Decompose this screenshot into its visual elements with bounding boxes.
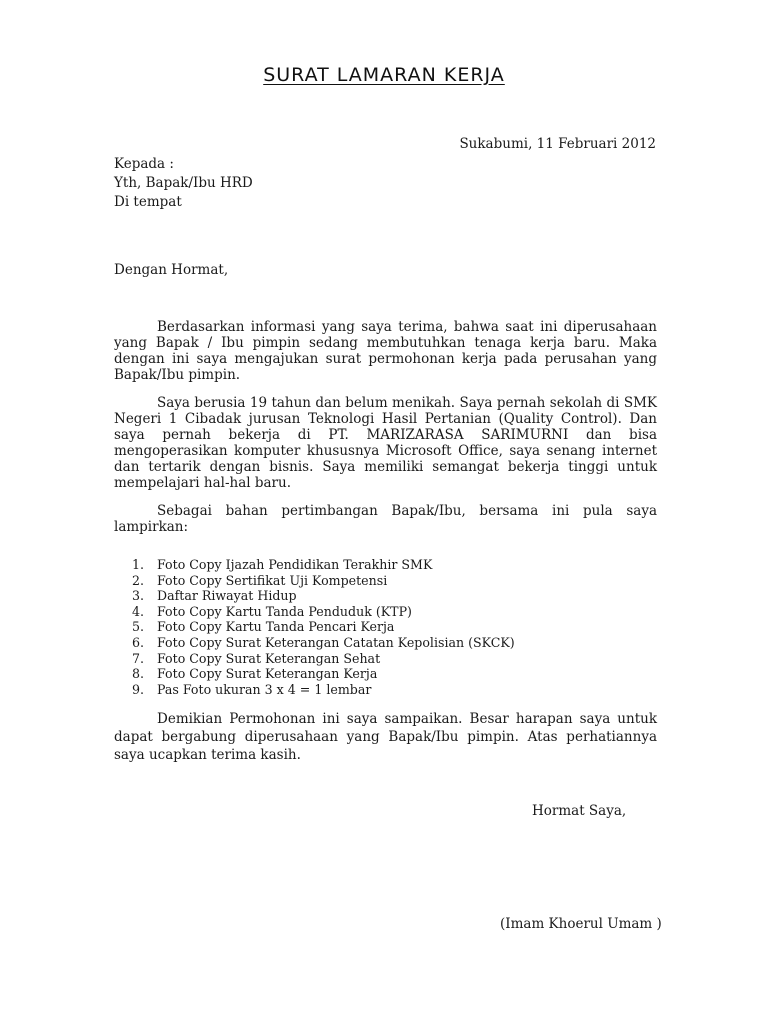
list-text: Foto Copy Surat Keterangan Kerja (157, 666, 378, 682)
list-text: Daftar Riwayat Hidup (157, 588, 297, 604)
list-number: 4. (132, 603, 145, 619)
list-number: 6. (132, 634, 145, 650)
closing-block (114, 710, 657, 764)
address-line: Di tempat (114, 194, 182, 210)
body-paragraph: Saya berusia 19 tahun dan belum menikah. Saya pernah sekolah di SMK Negeri 1 Cibadak jurusan Teknologi Hasil Pertanian (Quality Control). Dan saya pernah bekerja di PT. MARIZARASA SARIMURNI dan bisa mengoperasikan komputer khususnya Microsoft Office, saya senang internet dan tertarik dengan bisnis. Saya memiliki semangat bekerja tinggi untuk mempelajari hal-hal baru. (114, 395, 657, 491)
list-number: 2. (132, 572, 145, 588)
list-text: Foto Copy Surat Keterangan Sehat (157, 650, 381, 666)
list-text: Foto Copy Ijazah Pendidikan Terakhir SMK (157, 557, 433, 572)
letter-body (114, 319, 657, 697)
list-number: 5. (132, 619, 145, 635)
address-line: Yth, Bapak/Ibu HRD (114, 175, 253, 191)
list-text: Foto Copy Sertifikat Uji Kompetensi (157, 572, 388, 588)
list-item (114, 573, 657, 589)
salutation: Dengan Hormat, (114, 262, 229, 278)
list-item (114, 604, 657, 620)
list-item (114, 588, 657, 604)
recipient-address (114, 155, 514, 212)
list-item (114, 635, 657, 651)
list-item (114, 651, 657, 667)
list-number: 8. (132, 666, 145, 682)
address-line: Kepada : (114, 156, 174, 172)
letter-title: SURAT LAMARAN KERJA (263, 64, 505, 86)
list-text: Foto Copy Kartu Tanda Pencari Kerja (157, 619, 395, 635)
list-number: 1. (132, 557, 145, 572)
list-item (114, 682, 657, 698)
attachment-list (114, 557, 657, 697)
list-item (114, 666, 657, 682)
signer-name: (Imam Khoerul Umam ) (500, 916, 662, 932)
closing-paragraph: Demikian Permohonan ini saya sampaikan. Besar harapan saya untuk dapat bergabung diperusahaan yang Bapak/Ibu pimpin. Atas perhatiannya saya ucapkan terima kasih. (114, 711, 657, 763)
list-text: Foto Copy Kartu Tanda Penduduk (KTP) (157, 603, 412, 619)
list-number: 7. (132, 650, 145, 666)
body-paragraph: Sebagai bahan pertimbangan Bapak/Ibu, bersama ini pula saya lampirkan: (114, 503, 657, 535)
list-number: 9. (132, 681, 145, 697)
list-text: Foto Copy Surat Keterangan Catatan Kepolisian (SKCK) (157, 634, 515, 650)
letter-date: Sukabumi, 11 Februari 2012 (459, 136, 656, 152)
regards: Hormat Saya, (532, 803, 627, 819)
list-text: Pas Foto ukuran 3 x 4 = 1 lembar (157, 681, 372, 697)
list-item (114, 619, 657, 635)
body-paragraph: Berdasarkan informasi yang saya terima, bahwa saat ini diperusahaan yang Bapak / Ibu pimpin sedang membutuhkan tenaga kerja baru. Maka dengan ini saya mengajukan surat permohonan kerja pada perusahan yang Bapak/Ibu pimpin. (114, 319, 657, 383)
list-number: 3. (132, 588, 145, 604)
list-item (114, 557, 657, 573)
